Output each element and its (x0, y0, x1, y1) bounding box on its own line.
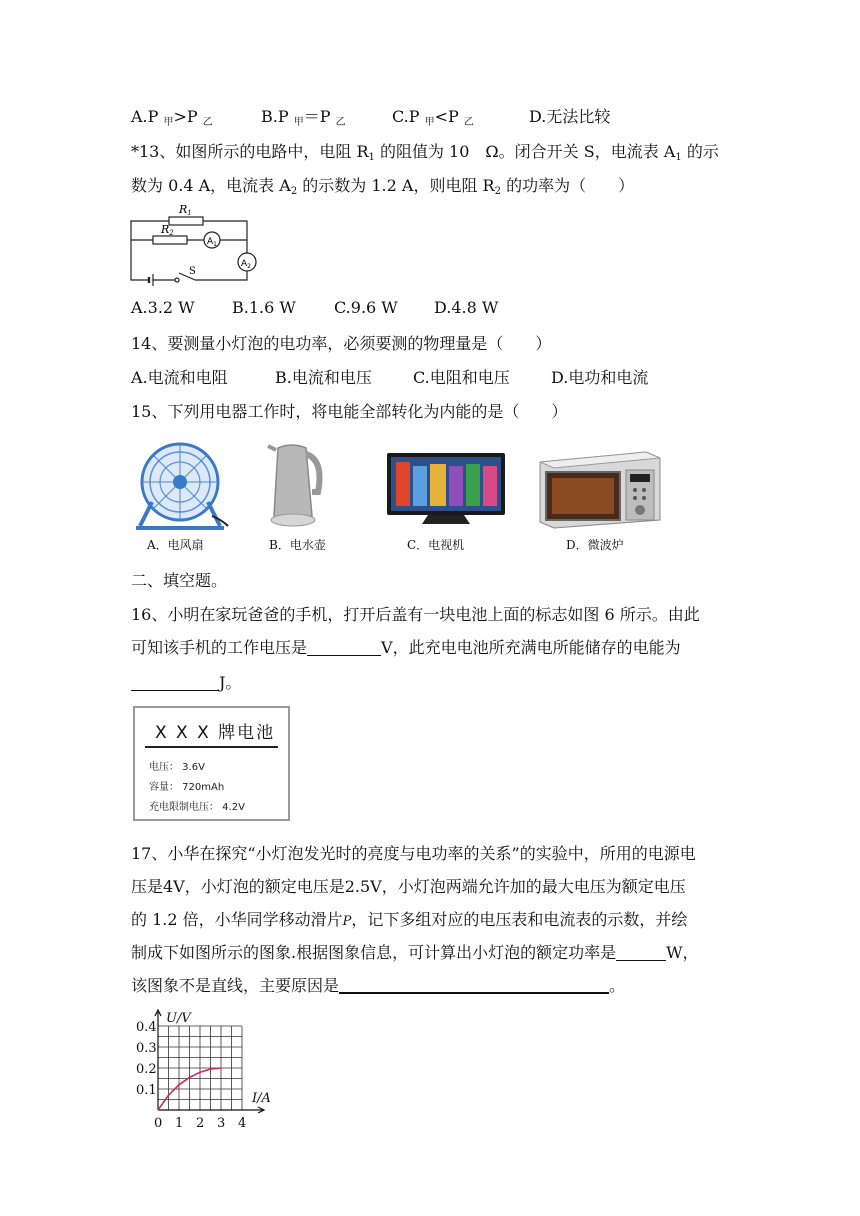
y-tick-label: 0.3 (136, 1041, 157, 1056)
q14-option-a: A.电流和电阻 (131, 368, 228, 387)
q15-stem: 15、下列用电器工作时，将电能全部转化为内能的是（ ） (131, 402, 568, 421)
x-tick-label: 1 (175, 1116, 184, 1131)
r1-label: R (179, 203, 188, 216)
svg-text:R2: R2 (161, 223, 174, 237)
electric-kettle-image (262, 440, 332, 530)
svg-text:R1: R1 (179, 203, 192, 217)
y-tick-label: 0.2 (136, 1062, 157, 1077)
q14-option-c: C.电阻和电压 (413, 368, 510, 387)
television-image (386, 452, 506, 528)
q14-option-d: D.电功和电流 (551, 368, 649, 387)
wire-bottom-left (131, 240, 149, 280)
q15-caption-c: C．电视机 (407, 538, 465, 552)
x-tick-label: 0 (154, 1116, 163, 1131)
q12-option-d: D.无法比较 (529, 107, 611, 126)
q13-stem-line1: *13、如图所示的电路中，电阻 $R_1$ 的阻值为 10 Ω。闭合开关 S，电流表 $A_1$ 的示 (131, 142, 719, 163)
q15-caption-a: A．电风扇 (147, 538, 204, 552)
electric-fan-image (132, 440, 232, 532)
q16-stem-line1: 16、小明在家玩爸爸的手机，打开后盖有一块电池上面的标志如图 6 所示。由此 (131, 605, 700, 624)
switch-contact (175, 278, 179, 282)
q17-stem-line1: 17、小华在探究“小灯泡发光时的亮度与电功率的关系”的实验中，所用的电源电 (131, 844, 696, 863)
y-axis-label: U/V (166, 1011, 191, 1026)
x-axis-label: I/A (252, 1091, 271, 1106)
resistor-r2 (153, 236, 187, 244)
r2-label: R (161, 223, 170, 236)
q17-stem-line4: 制成下如图所示的图象.根据图象信息，可计算出小灯泡的额定功率是 W， (131, 943, 699, 962)
battery-row-capacity: 容量： 720mAh (149, 782, 225, 793)
x-tick-label: 2 (196, 1116, 205, 1131)
u-i-graph (130, 1006, 290, 1136)
battery-divider (145, 746, 278, 748)
battery-row-limit: 充电限制电压： 4.2V (149, 802, 245, 813)
svg-text:A2: $A_2$ (241, 259, 251, 270)
q17-blank-reason[interactable] (339, 976, 609, 994)
y-tick-label: 0.1 (136, 1083, 157, 1098)
x-tick-label: 3 (217, 1116, 226, 1131)
q14-stem: 14、要测量小灯泡的电功率，必须要测的物理量是（ ） (131, 334, 552, 353)
q17-stem-line2: 压是4V，小灯泡的额定电压是2.5V，小灯泡两端允许加的最大电压为额定电压 (131, 877, 686, 896)
q16-stem-line2: 可知该手机的工作电压是 V，此充电电池所充满电所能储存的电能为 (131, 638, 681, 657)
q13-option-a: A.3.2 W (131, 298, 195, 317)
a1-label: A (207, 237, 214, 247)
a2-label: A (241, 259, 248, 269)
q12-option-b: B.P $_甲$＝P $_乙$ (261, 107, 346, 128)
microwave-image (538, 448, 662, 530)
q16-blank-voltage[interactable] (307, 639, 381, 656)
circuit-diagram (125, 200, 265, 290)
q15-caption-b: B．电水壶 (269, 538, 326, 552)
battery-label (133, 706, 290, 821)
q14-option-b: B.电流和电压 (275, 368, 372, 387)
q17-stem-line5: 该图象不是直线，主要原因是 。 (131, 976, 626, 995)
q15-caption-d: D．微波炉 (566, 538, 624, 552)
q13-option-d: D.4.8 W (434, 298, 499, 317)
y-tick-label: 0.4 (136, 1020, 157, 1035)
q12-option-a: A.P $_甲$>P $_乙$ (131, 107, 213, 128)
battery-row-voltage: 电压： 3.6V (149, 762, 205, 773)
x-tick-label: 4 (238, 1116, 247, 1131)
section-heading: 二、填空题。 (131, 571, 228, 590)
svg-text:A1: $A_1$ (207, 237, 217, 248)
q16-blank-energy[interactable] (131, 674, 219, 691)
q17-blank-power[interactable] (616, 944, 666, 961)
q13-stem-line2: 数为 0.4 A，电流表 $A_2$ 的示数为 1.2 A，则电阻 $R_2$ 的功率为（ ） (131, 176, 635, 197)
q16-stem-line3: J。 (131, 673, 241, 693)
q13-option-b: B.1.6 W (232, 298, 296, 317)
q12-option-c: C.P $_甲$<P $_乙$ (392, 107, 474, 128)
q17-stem-line3: 的 1.2 倍，小华同学移动滑片P，记下多组对应的电压表和电流表的示数，并绘 (131, 910, 688, 929)
resistor-r1 (169, 217, 203, 225)
q13-option-c: C.9.6 W (334, 298, 398, 317)
battery-title: X X X 牌电池 (155, 723, 276, 743)
wire-bottom-right (195, 271, 247, 280)
switch-label: S (189, 266, 196, 277)
